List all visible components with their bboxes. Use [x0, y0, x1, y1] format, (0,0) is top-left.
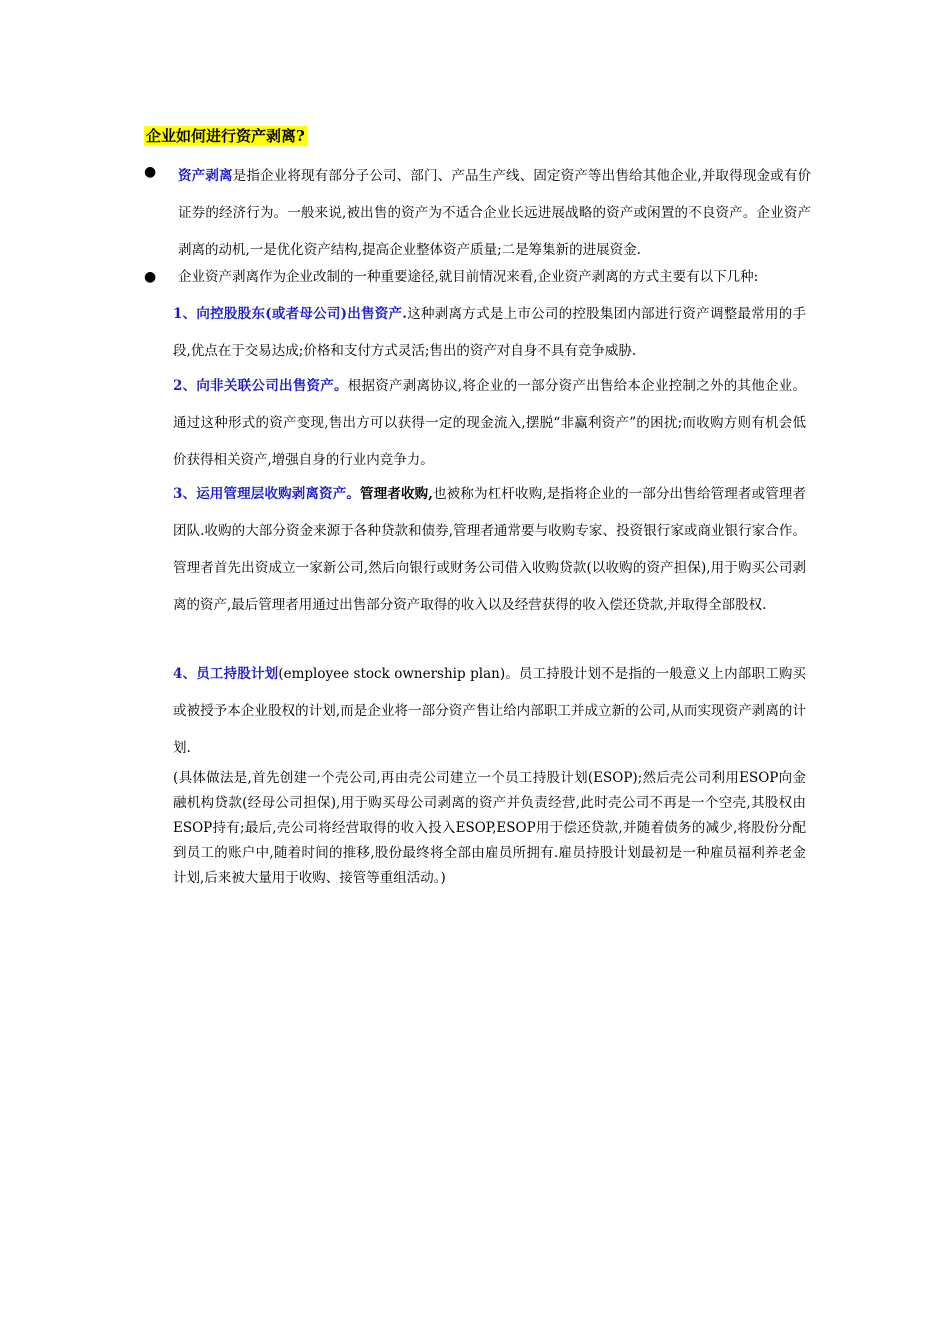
- esop-note-text: (具体做法是,首先创建一个壳公司,再由壳公司建立一个员工持股计划(ESOP);然后壳公司利用ESOP向金融机构贷款(经母公司担保),用于购买母公司剥离的资产并负责经营,此时壳公司不再是一个空壳,其股权由ESOP持有;最后,壳公司将经营取得的收入投入ESOP,ESOP用于偿还贷款,并随着债务的减少,将股份分配到员工的账户中,随着时间的推移,股份最终将全部由雇员所拥有.雇员持股计划最初是一种雇员福利养老金计划,后来被大量用于收购、接管等重组活动。): [173, 770, 806, 886]
- method-2-heading: 2、向非关联公司出售资产。: [173, 378, 348, 394]
- bullet-icon: ●: [144, 269, 157, 285]
- method-4: [173, 656, 806, 767]
- method-3-text: 也被称为杠杆收购,是指将企业的一部分出售给管理者或管理者团队.收购的大部分资金来源于各种贷款和债券,管理者通常要与收购专家、投资银行家或商业银行家合作。管理者首先出资成立一家新公司,然后向银行或财务公司借入收购贷款(以收购的资产担保),用于购买公司剥离的资产,最后管理者用通过出售部分资产取得的收入以及经营获得的收入偿还贷款,并取得全部股权.: [173, 486, 807, 613]
- paragraph-methods-intro: [173, 266, 811, 288]
- paragraph-text: 是指企业将现有部分子公司、部门、产品生产线、固定资产等出售给其他企业,并取得现金或有价证券的经济行为。一般来说,被出售的资产为不适合企业长远进展战略的资产或闲置的不良资产。企业资产剥离的动机,一是优化资产结构,提高企业整体资产质量;二是筹集新的进展资金.: [178, 168, 811, 258]
- esop-note: [173, 766, 806, 891]
- method-3: [173, 476, 806, 624]
- method-1-heading: 1、向控股股东(或者母公司)出售资产.: [173, 306, 408, 322]
- paragraph-definition: [173, 158, 811, 269]
- keyword-asset-divestiture: 资产剥离: [178, 168, 233, 184]
- paragraph-text: 企业资产剥离作为企业改制的一种重要途径,就目前情况来看,企业资产剥离的方式主要有以下几种:: [178, 269, 759, 285]
- method-2: [173, 368, 806, 479]
- method-1: [173, 296, 806, 370]
- method-4-text: (employee stock ownership plan)。员工持股计划不是指的一般意义上内部职工购买或被授予本企业股权的计划,而是企业将一部分资产售让给内部职工并成立新的公司,从而实现资产剥离的计划.: [173, 666, 806, 756]
- method-3-bold-term: 管理者收购,: [360, 486, 433, 502]
- document-title: 企业如何进行资产剥离?: [146, 127, 305, 145]
- method-4-heading: 4、员工持股计划: [173, 666, 279, 682]
- method-1-text: 这种剥离方式是上市公司的控股集团内部进行资产调整最常用的手段,优点在于交易达成;价格和支付方式灵活;售出的资产对自身不具有竞争威胁.: [173, 306, 806, 359]
- method-2-text: 根据资产剥离协议,将企业的一部分资产出售给本企业控制之外的其他企业。通过这种形式的资产变现,售出方可以获得一定的现金流入,摆脱“非赢利资产”的困扰;而收购方则有机会低价获得相关资产,增强自身的行业内竞争力。: [173, 378, 806, 468]
- bullet-icon: ●: [144, 164, 157, 180]
- method-3-heading: 3、运用管理层收购剥离资产。: [173, 486, 361, 502]
